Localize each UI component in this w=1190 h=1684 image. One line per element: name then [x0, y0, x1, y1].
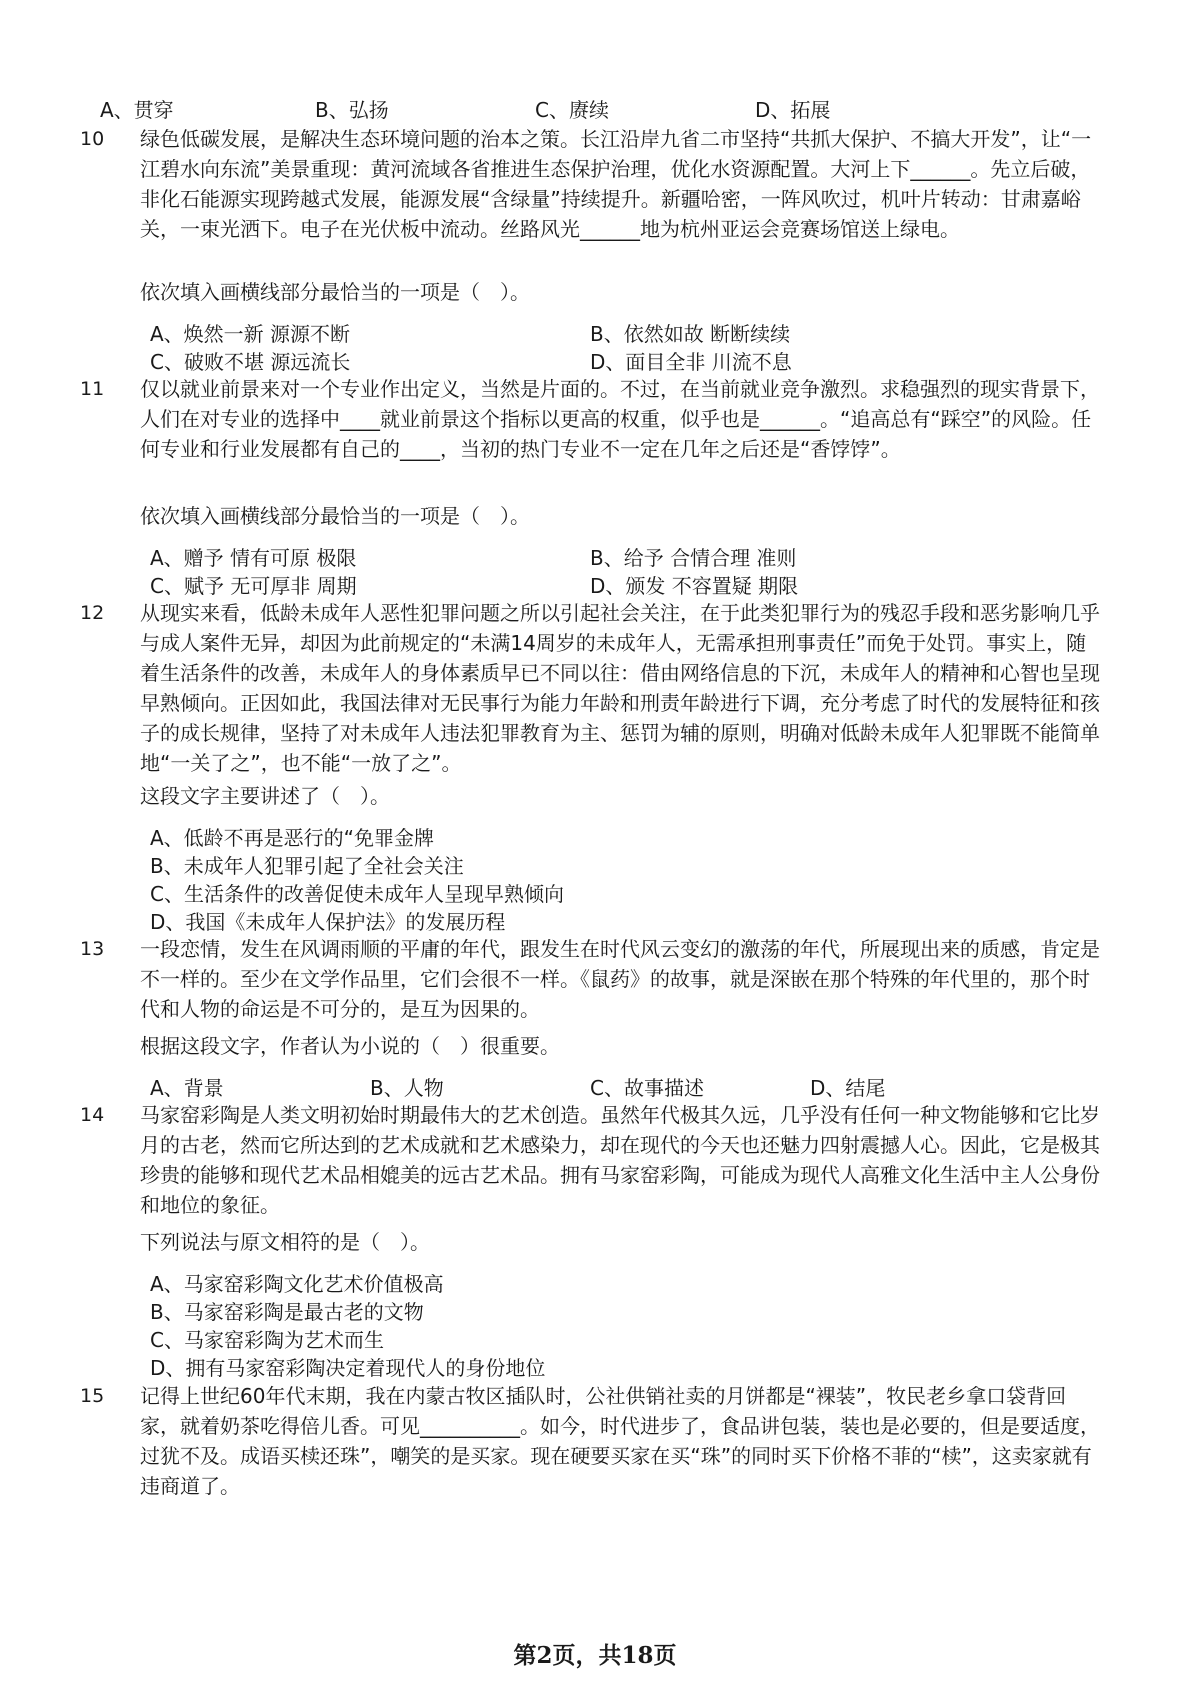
q9-option-a: A、贯穿 [100, 98, 174, 122]
q10-option-d: D、面目全非 川流不息 [590, 350, 792, 374]
q12-text: 从现实来看，低龄未成年人恶性犯罪问题之所以引起社会关注，在于此类犯罪行为的残忍手段和恶劣影响几乎与成人案件无异，却因为此前规定的“未满14周岁的未成年人，无需承担刑事责任”而免于处罚。事实上，随着生活条件的改善，未成年人的身体素质早已不同以往：借由网络信息的下沉，未成年人的精神和心智也呈现早熟倾向。正因如此，我国法律对无民事行为能力年龄和刑责年龄进行下调，充分考虑了时代的发展特征和孩子的成长规律，坚持了对未成年人违法犯罪教育为主、惩罚为辅的原则，明确对低龄未成年人犯罪既不能简单地“一关了之”，也不能“一放了之”。 [140, 601, 1100, 775]
q11-option-b: B、给予 合情合理 准则 [590, 546, 797, 570]
q9-option-b: B、弘扬 [315, 98, 389, 122]
q15-text: 记得上世纪60年代末期，我在内蒙古牧区插队时，公社供销社卖的月饼都是“裸装”，牧民老乡拿口袋背回家，就着奶茶吃得倍儿香。可见__________。如今，时代进步了，食品讲包装，装也是必要的，但是要适度，过犹不及。成语买椟还珠”，嘲笑的是买家。现在硬要买家在买“珠”的同时买下价格不菲的“椟”，这卖家就有违商道了。 [140, 1384, 1100, 1498]
q13-option-c: C、故事描述 [590, 1076, 704, 1100]
q14-text: 马家窑彩陶是人类文明初始时期最伟大的艺术创造。虽然年代极其久远，几乎没有任何一种文物能够和它比岁月的古老，然而它所达到的艺术成就和艺术感染力，却在现代的今天也还魅力四射震撼人心。因此，它是极其珍贵的能够和现代艺术品相媲美的远古艺术品。拥有马家窑彩陶，可能成为现代人高雅文化生活中主人公身份和地位的象征。 [140, 1103, 1100, 1217]
q13-number: 13 [80, 938, 105, 960]
q13-option-d: D、结尾 [810, 1076, 886, 1100]
page-footer: 第2页，共18页 [513, 1642, 677, 1669]
q11-number: 11 [80, 378, 105, 400]
q10-option-a: A、焕然一新 源源不断 [150, 322, 351, 346]
q15-number: 15 [80, 1385, 105, 1407]
q14-number: 14 [80, 1104, 105, 1126]
q10-prompt: 依次填入画横线部分最恰当的一项是（ ）。 [140, 280, 530, 304]
q11-prompt: 依次填入画横线部分最恰当的一项是（ ）。 [140, 504, 530, 528]
q14-prompt: 下列说法与原文相符的是（ ）。 [140, 1230, 430, 1254]
q12-option-c: C、生活条件的改善促使未成年人呈现早熟倾向 [150, 882, 564, 906]
q11-option-a: A、赠予 情有可原 极限 [150, 546, 357, 570]
q13-prompt: 根据这段文字，作者认为小说的（ ）很重要。 [140, 1034, 560, 1058]
q12-option-d: D、我国《未成年人保护法》的发展历程 [150, 910, 506, 934]
q14-option-c: C、马家窑彩陶为艺术而生 [150, 1328, 384, 1352]
q14-option-a: A、马家窑彩陶文化艺术价值极高 [150, 1272, 444, 1296]
q10-option-b: B、依然如故 断断续续 [590, 322, 791, 346]
q12-prompt: 这段文字主要讲述了（ ）。 [140, 784, 390, 808]
q10-text: 绿色低碳发展，是解决生态环境问题的治本之策。长江沿岸九省二市坚持“共抓大保护、不搞大开发”，让“一江碧水向东流”美景重现：黄河流域各省推进生态保护治理，优化水资源配置。大河上下______。先立后破，非化石能源实现跨越式发展，能源发展“含绿量”持续提升。新疆哈密，一阵风吹过，机叶片转动：甘肃嘉峪关，一束光洒下。电子在光伏板中流动。丝路风光______地为杭州亚运会竞赛场馆送上绿电。 [140, 127, 1092, 241]
q13-text: 一段恋情，发生在风调雨顺的平庸的年代，跟发生在时代风云变幻的激荡的年代，所展现出来的质感，肯定是不一样的。至少在文学作品里，它们会很不一样。《鼠药》的故事，就是深嵌在那个特殊的年代里的，那个时代和人物的命运是不可分的，是互为因果的。 [140, 937, 1100, 1021]
q9-option-d: D、拓展 [755, 98, 831, 122]
q13-option-b: B、人物 [370, 1076, 444, 1100]
q14-option-b: B、马家窑彩陶是最古老的文物 [150, 1300, 424, 1324]
q12-number: 12 [80, 602, 105, 624]
q14-option-d: D、拥有马家窑彩陶决定着现代人的身份地位 [150, 1356, 546, 1380]
q13-option-a: A、背景 [150, 1076, 224, 1100]
q10-option-c: C、破败不堪 源远流长 [150, 350, 351, 374]
q12-option-b: B、未成年人犯罪引起了全社会关注 [150, 854, 464, 878]
q9-option-c: C、赓续 [535, 98, 609, 122]
q10-number: 10 [80, 128, 105, 150]
q12-option-a: A、低龄不再是恶行的“免罪金牌 [150, 826, 435, 850]
q9-options [100, 95, 1060, 125]
q11-text: 仅以就业前景来对一个专业作出定义，当然是片面的。不过，在当前就业竞争激烈。求稳强烈的现实背景下，人们在对专业的选择中____就业前景这个指标以更高的权重，似乎也是______。“追高总有“踩空”的风险。任何专业和行业发展都有自己的____，当初的热门专业不一定在几年之后还是“香饽饽”。 [140, 377, 1100, 461]
q11-option-c: C、赋予 无可厚非 周期 [150, 574, 357, 598]
q11-option-d: D、颁发 不容置疑 期限 [590, 574, 799, 598]
